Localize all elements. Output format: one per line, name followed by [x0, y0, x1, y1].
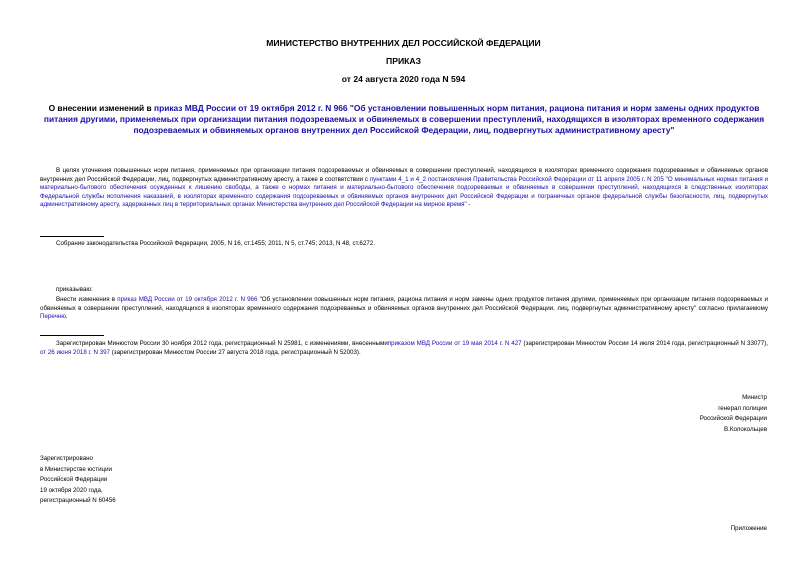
- footnote-1: Собрание законодательства Российской Федерации, 2005, N 16, ст.1455; 2011, N 5, ст.745; 2013, N 48, ст.6272.: [56, 240, 375, 247]
- order-link[interactable]: приказ МВД России от 19 октября 2012 г. N 966: [117, 296, 258, 303]
- registration-line-4: 19 октября 2020 года,: [40, 486, 103, 494]
- registration-line-1: Зарегистрировано: [40, 455, 93, 462]
- preamble-paragraph: [40, 167, 768, 210]
- doc-type-heading: ПРИКАЗ: [386, 56, 421, 66]
- footnote2-text-3: (зарегистрирован Минюстом России 27 августа 2018 года, регистрационный N 52003).: [109, 348, 361, 356]
- doc-date-number: от 24 августа 2020 года N 594: [341, 74, 466, 84]
- list-link[interactable]: Перечню: [40, 313, 66, 321]
- footnote-divider-1: [40, 236, 104, 237]
- footnote2-link-1[interactable]: приказом МВД России от 19 мая 2014 г. N 427: [387, 340, 522, 347]
- preamble-text-3: -: [466, 201, 471, 209]
- order-text-3: согласно прилагаемому: [696, 304, 768, 312]
- footnote2-link-2[interactable]: от 26 июня 2018 г. N 397: [40, 348, 110, 356]
- footnote-2: [40, 340, 768, 357]
- preamble-resolution-link[interactable]: пунктами 4_1 и 4_2 постановления Правительства Российской Федерации от 11 апреля 2005 г. N 205: [369, 175, 664, 183]
- signature-name: В.Колокольцев: [724, 425, 767, 433]
- registration-line-3: Российской Федерации: [40, 476, 108, 483]
- registration-line-2: в Министерстве юстиции: [40, 465, 113, 473]
- signature-position: Министр: [742, 394, 767, 401]
- order-text-1: Внести изменения в: [56, 296, 118, 303]
- preamble-text-2[interactable]: "О минимальных нормах питания и материально-бытового обеспечения осужденных к лишению свободы, а также о нормах питания и материально-бытового обеспечения подозреваемых и обвиняемых в совершении преступлений, находящихся в следственных изоляторах Федеральной службы исполнения наказаний, в изоляторах временного содержания подозреваемых и обвиняемых органов внутренних дел Российской Федерации и пограничных органов федеральной службы безопасности, лиц, подвергнутых административному аресту, задержанных лиц в территориальных органах Министерства внутренних дел Российской Федерации на мирное время": [40, 175, 768, 209]
- preamble-text-1: В целях уточнения повышенных норм питания, применяемых при организации питания подозреваемых и обвиняемых в совершении преступлений, находящихся в изоляторах временного содержания подозреваемых и обвиняемых органов внутренних дел Российской Федерации, лиц, подвергнутых административному аресту, а также в соответствии с: [40, 167, 768, 183]
- footnote2-text-2: (зарегистрирован Минюстом России 14 июля 2014 года, регистрационный N 33077),: [521, 340, 768, 347]
- appendix-label: Приложение: [730, 525, 767, 532]
- footnote-divider-2: [40, 335, 104, 336]
- document-title: [40, 103, 768, 136]
- title-order-link[interactable]: приказ МВД России от 19 октября 2012 г. N 966 "Об установлении повышенных норм питания, рациона питания и норм замены одних продуктов питания другими, применяемых при организации питания подозреваемых и обвиняемых в совершении преступлений, находящихся в изоляторах временного содержания подозреваемых и обвиняемых органов внутренних дел Российской Федерации, лиц, подвергнутых административному аресту": [43, 103, 765, 135]
- signature-country: Российской Федерации: [699, 415, 767, 422]
- order-text-2: "Об установлении повышенных норм питания, рациона питания и норм замены одних продуктов питания другими, применяемых при организации питания подозреваемых и обвиняемых в совершении преступлений, находящихся в изоляторах временного содержания подозреваемых и обвиняемых органов внутренних дел Российской Федерации, лиц, подвергнутых административному аресту": [40, 296, 769, 312]
- signature-block: [700, 393, 767, 435]
- signature-rank: генерал полиции: [718, 404, 767, 412]
- footnote2-text-1: Зарегистрирован Минюстом России 30 ноября 2012 года, регистрационный N 25981, с изменениями, внесенными: [56, 340, 388, 347]
- order-text-4: .: [65, 313, 68, 321]
- ministry-heading: МИНИСТЕРСТВО ВНУТРЕННИХ ДЕЛ РОССИЙСКОЙ ФЕДЕРАЦИИ: [266, 38, 541, 48]
- order-paragraph: [40, 296, 768, 322]
- registration-block: [40, 454, 116, 507]
- registration-line-5: регистрационный N 60456: [40, 497, 116, 504]
- title-prefix: О внесении изменений в: [48, 103, 155, 113]
- order-word: приказываю:: [56, 286, 93, 293]
